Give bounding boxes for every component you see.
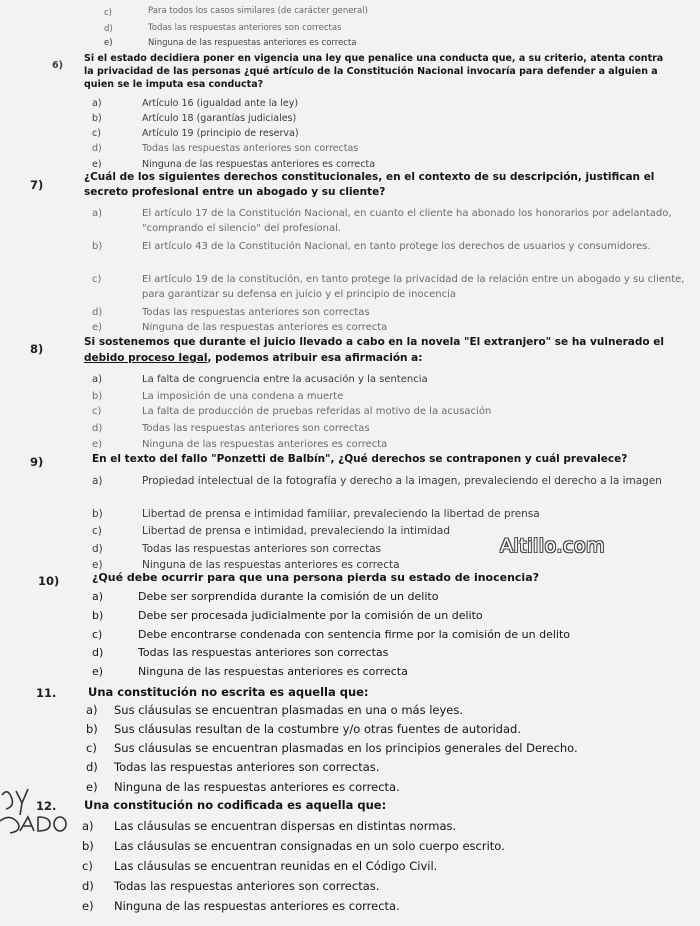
option-label: b) — [92, 113, 102, 124]
altillo-watermark: Altillo.com — [500, 535, 605, 557]
option-text: Sus cláusulas resultan de la costumbre y/o otras fuentes de autoridad. — [114, 722, 521, 736]
option-text: Ninguna de las respuestas anteriores es correcta — [138, 665, 408, 678]
option-label: a) — [92, 590, 104, 603]
option-text: Sus cláusulas se encuentran plasmadas en los principios generales del Derecho. — [114, 741, 578, 755]
option-text: Debe encontrarse condenada con sentencia firme por la comisión de un delito — [138, 628, 570, 641]
question-number: 8) — [30, 342, 44, 356]
option-label: d) — [92, 307, 103, 318]
option-text: Las cláusulas se encuentran dispersas en distintas normas. — [114, 819, 457, 833]
question-number: 7) — [30, 178, 44, 192]
option-text: La falta de producción de pruebas referidas al motivo de la acusación — [142, 406, 492, 417]
option-label: b) — [92, 391, 103, 402]
option-text: Ninguna de las respuestas anteriores es correcta — [142, 559, 400, 571]
option-text: Debe ser sorprendida durante la comisión de un delito — [138, 590, 439, 603]
option-text: El artículo 19 de la constitución, en tanto protege la privacidad de la relación entre un abogado y su cliente, para garantizar su defensa en juicio y el principio de inocencia — [142, 274, 685, 300]
question-number: 10) — [38, 574, 60, 588]
question-number: 6) — [52, 60, 63, 71]
option-label: d) — [86, 760, 98, 774]
question-text: Una constitución no codificada es aquella que: — [84, 798, 387, 812]
option-label: d) — [92, 423, 103, 434]
option-text: Artículo 16 (igualdad ante la ley) — [142, 98, 299, 109]
question-text-prefix: Si sostenemos que durante el juicio llevado a cabo en la novela "El extranjero" se ha vulnerado el — [84, 336, 664, 348]
option-label: a) — [92, 98, 102, 109]
option-label: a) — [82, 819, 94, 833]
option-text: Libertad de prensa e intimidad, prevaleciendo la intimidad — [142, 525, 450, 537]
option-label: b) — [92, 241, 103, 252]
option-text: El artículo 43 de la Constitución Nacional, en tanto protege los derechos de usuarios y consumidores. — [142, 241, 651, 252]
option-label: c) — [92, 274, 102, 285]
option-text: Debe ser procesada judicialmente por la comisión de un delito — [138, 609, 483, 622]
question-text: ¿Cuál de los siguientes derechos constitucionales, en el contexto de su descripción, justifican el secreto profesional entre un abogado y su cliente? — [84, 171, 655, 198]
top-fragment-d-text: Todas las respuestas anteriores son correctas — [148, 23, 342, 33]
top-fragment-e-label: e) — [104, 38, 113, 48]
top-fragment-c-label: c) — [104, 8, 112, 18]
option-text: La imposición de una condena a muerte — [142, 391, 344, 402]
question-number: 9) — [30, 455, 44, 469]
option-text: Las cláusulas se encuentran consignadas en un solo cuerpo escrito. — [114, 839, 505, 853]
handwritten-margin-scribble — [0, 785, 70, 845]
option-label: e) — [92, 665, 104, 678]
top-fragment-c-text: Para todos los casos similares (de carácter general) — [148, 6, 368, 16]
option-text: Artículo 19 (principio de reserva) — [142, 128, 299, 139]
option-label: d) — [92, 646, 104, 659]
option-label: e) — [92, 559, 103, 571]
question-text: En el texto del fallo "Ponzetti de Balbín", ¿Qué derechos se contraponen y cuál prevalece? — [92, 453, 628, 465]
option-label: c) — [92, 406, 102, 417]
option-text: Las cláusulas se encuentran reunidas en el Código Civil. — [114, 859, 438, 873]
option-label: d) — [92, 543, 103, 555]
option-label: e) — [86, 780, 98, 794]
option-text: La falta de congruencia entre la acusación y la sentencia — [142, 374, 428, 385]
option-text: Ninguna de las respuestas anteriores es correcta. — [114, 780, 400, 794]
question-text-underlined: debido proceso legal — [84, 352, 208, 364]
option-label: a) — [86, 703, 98, 717]
option-text: Ninguna de las respuestas anteriores es correcta — [142, 439, 388, 450]
option-label: e) — [92, 159, 102, 170]
option-text: Sus cláusulas se encuentran plasmadas en una o más leyes. — [114, 703, 464, 717]
option-text: Ninguna de las respuestas anteriores es correcta — [142, 322, 388, 333]
option-text: Todas las respuestas anteriores son correctas — [138, 646, 389, 659]
option-text: Artículo 18 (garantías judiciales) — [142, 113, 297, 124]
option-text: Todas las respuestas anteriores son correctas. — [114, 760, 380, 774]
option-label: c) — [92, 525, 102, 537]
option-text: Todas las respuestas anteriores son correctas — [142, 423, 370, 434]
option-label: e) — [82, 899, 94, 913]
option-label: c) — [92, 128, 101, 139]
option-label: a) — [92, 208, 103, 219]
question-number: 11. — [36, 686, 57, 700]
option-label: d) — [82, 879, 94, 893]
top-fragment-d-label: d) — [104, 24, 113, 34]
option-text: Ninguna de las respuestas anteriores es correcta — [142, 159, 376, 170]
option-label: e) — [92, 322, 103, 333]
option-text: Todas las respuestas anteriores son correctas — [142, 543, 381, 555]
option-label: a) — [92, 374, 103, 385]
option-text: Ninguna de las respuestas anteriores es correcta. — [114, 899, 400, 913]
option-label: b) — [92, 609, 104, 622]
option-text: Todas las respuestas anteriores son correctas — [142, 307, 370, 318]
question-text: Una constitución no escrita es aquella que: — [88, 685, 369, 699]
option-label: a) — [92, 475, 103, 487]
option-label: c) — [86, 741, 97, 755]
question-number: 12. — [36, 799, 57, 813]
option-label: e) — [92, 439, 103, 450]
option-label: d) — [92, 143, 102, 154]
option-label: b) — [86, 722, 98, 736]
top-fragment-e-text: Ninguna de las respuestas anteriores es correcta — [148, 38, 357, 48]
option-label: b) — [92, 508, 103, 520]
question-text: Si el estado decidiera poner en vigencia una ley que penalice una conducta que, a su criterio, atenta contra la privacidad de las personas ¿qué artículo de la Constitución Nacional invocaría para defender a alguien a quien se le imputa esa conducta? — [84, 53, 664, 90]
option-text: Propiedad intelectual de la fotografía y derecho a la imagen, prevaleciendo el derecho a la imagen — [142, 475, 662, 487]
option-text: Todas las respuestas anteriores son correctas — [142, 143, 359, 154]
question-text: ¿Qué debe ocurrir para que una persona pierda su estado de inocencia? — [92, 571, 540, 584]
option-label: c) — [82, 859, 93, 873]
option-label: b) — [82, 839, 94, 853]
option-text: El artículo 17 de la Constitución Nacional, en cuanto el cliente ha abonado los honorarios por adelantado, "comprando el silencio" del profesional. — [142, 208, 672, 234]
option-text: Libertad de prensa e intimidad familiar, prevaleciendo la libertad de prensa — [142, 508, 540, 520]
question-text-suffix: , podemos atribuir esa afirmación a: — [207, 352, 423, 364]
option-label: c) — [92, 628, 103, 641]
option-text: Todas las respuestas anteriores son correctas. — [114, 879, 380, 893]
question-text — [84, 334, 674, 366]
